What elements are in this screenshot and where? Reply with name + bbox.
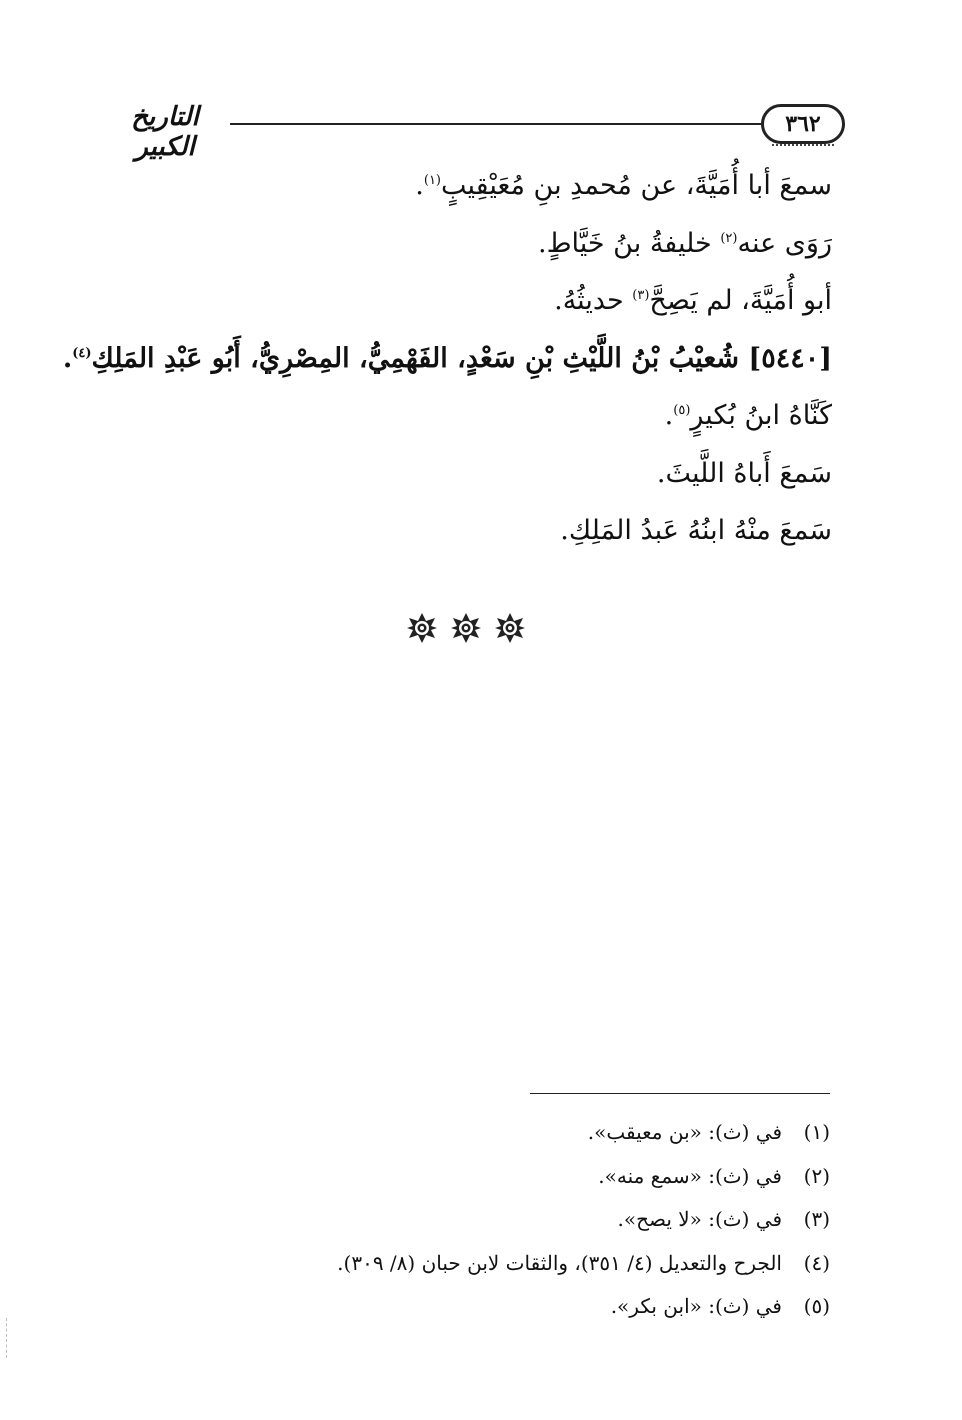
scan-margin-mark [6,1318,9,1358]
running-header [100,96,845,162]
line-tail: . [62,342,73,374]
line-text: سَمعَ أَباهُ اللَّيثَ. [656,457,832,489]
footnote-text: في (ث): «ابن بكر». [610,1294,782,1318]
line-tail: . [664,400,674,431]
line-text: [٥٤٤٠] شُعيْبُ بْنُ اللَّيْثِ بْنِ سَعْدٍ، الفَهْمِيُّ، المِصْرِيُّ، أَبُو عَبْدِ المَلِكِ [91,342,832,374]
text-line [132,450,832,508]
footnote [130,1156,830,1200]
footnote [130,1199,830,1243]
line-tail: . [415,170,424,201]
footnote-separator [530,1093,830,1094]
footnote-text: في (ث): «بن معيقب». [587,1120,782,1144]
footnote [130,1112,830,1156]
ornament-star-icon [406,612,438,644]
footnote [130,1243,830,1287]
page-number: ٣٦٢ [761,104,845,144]
line-text: رَوَى عنه [737,227,832,259]
ornament-star-icon [494,612,526,644]
footnote-number: (٢) [803,1163,830,1188]
footnote-ref: (٤) [72,345,92,361]
footnote-text: في (ث): «سمع منه». [598,1163,782,1188]
text-line [132,392,832,450]
footnote-text: الجرح والتعديل (٤/ ٣٥١)، والثقات لابن حبان (٨/ ٣٠٩). [337,1250,782,1275]
text-line [132,507,832,565]
book-title: التاريخ الكبير [131,102,199,162]
text-line [132,162,832,220]
footnote [130,1286,830,1330]
main-text [62,162,832,565]
line-tail: حديثُهُ. [554,285,633,316]
line-tail: خليفةُ بنُ خَيَّاطٍ. [537,227,721,259]
header-rule [230,123,761,125]
ornament-star-icon [450,612,482,644]
footnote-text: في (ث): «لا يصح». [617,1207,782,1231]
line-text: سَمعَ منْهُ ابنُهُ عَبدُ المَلِكِ. [560,515,832,546]
footnote-ref: (١) [423,173,441,188]
footnote-ref: (٢) [720,230,738,246]
footnote-number: (٤) [803,1250,830,1275]
text-line [132,220,832,278]
line-text: كَنَّاهُ ابنُ بُكيرٍ [690,400,832,431]
footnote-ref: (٥) [673,403,691,418]
line-text: أبو أُمَيَّةَ، لم يَصِحَّ [649,285,832,316]
section-ornament [406,612,526,646]
text-line [132,277,832,335]
footnote-number: (٣) [803,1207,830,1231]
line-text: سمعَ أبا أُمَيَّةَ، عن مُحمدِ بنِ مُعَيْقِيبٍ [441,170,832,201]
footnotes [130,1112,830,1330]
footnote-number: (١) [803,1120,830,1144]
footnote-number: (٥) [803,1294,830,1318]
entry-heading [62,335,832,393]
footnote-ref: (٣) [632,288,650,303]
